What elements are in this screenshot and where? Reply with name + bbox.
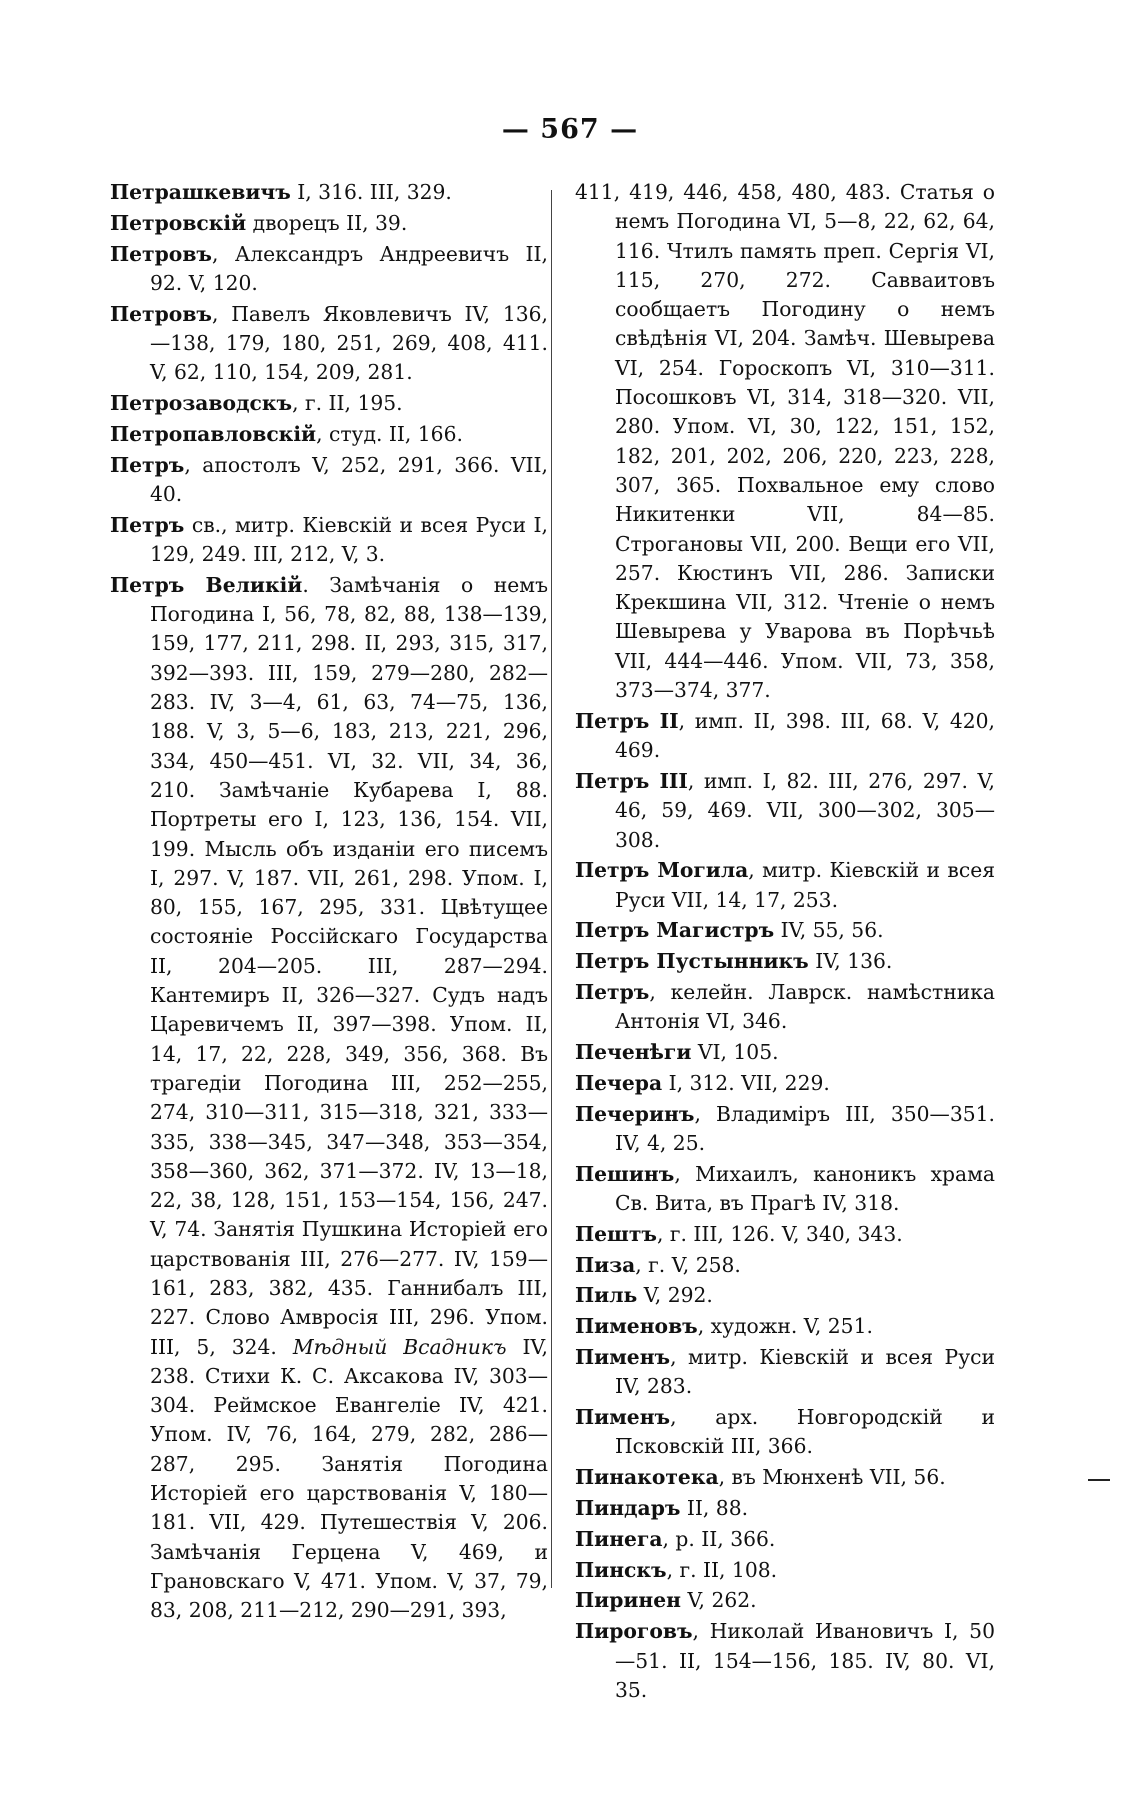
index-entry: [575, 1463, 995, 1492]
index-entry-continuation: [575, 178, 995, 705]
entry-headword: Пиринен: [575, 1588, 682, 1613]
entry-headword: Пименъ: [575, 1345, 671, 1370]
entry-references: , Владиміръ III, 350—351. IV, 4, 25.: [615, 1101, 995, 1155]
index-entry: [575, 1160, 995, 1219]
entry-references: , Николай Ивановичъ I, 50—51. II, 154—156, 185. IV, 80. VI, 35.: [615, 1619, 995, 1702]
index-entry: [575, 1251, 995, 1280]
entry-headword: Пименовъ: [575, 1314, 698, 1339]
entry-references: I, 316. III, 329.: [290, 180, 452, 204]
margin-dash: [1088, 1479, 1110, 1481]
entry-references: , р. II, 366.: [662, 1526, 776, 1551]
index-entry: [575, 856, 995, 915]
index-entry: [575, 1281, 995, 1310]
index-entry: [110, 571, 548, 1626]
entry-headword: Пештъ: [575, 1221, 657, 1246]
index-entry: [575, 1038, 995, 1067]
index-entry: [110, 240, 548, 299]
entry-headword: Петровъ: [110, 241, 212, 266]
entry-references: , келейн. Лаврск. намѣстника Антонія VI, 346.: [615, 980, 995, 1034]
index-entry: [575, 947, 995, 976]
entry-references: . Замѣчанія о немъ Погодина I, 56, 78, 82, 88, 138—139, 159, 177, 211, 298. II, 293, 315, 317, 392—393. III, 159, 279—280, 282—283. IV, 3—4, 61, 63, 74—75, 136, 188. V, 3, 5—6, 183, 213, 221, 296, 334, 450—451. VI, 32. VII, 34, 36, 210. Замѣчаніе Кубарева I, 88. Портреты его I, 123, 136, 154. VII, 199. Мысль объ изданіи его писемъ I, 297. V, 187. VII, 261, 298. Упом. I, 80, 155, 167, 295, 331. Цвѣтущее состояніе Россійскаго Государства II, 204—205. III, 287—294. Кантемиръ II, 326—327. Судъ надъ Царевичемъ II, 397—398. Упом. II, 14, 17, 22, 228, 349, 356, 368. Въ трагедіи Погодина III, 252—255, 274, 310—311, 315—318, 321, 333—335, 338—345, 347—348, 353—354, 358—360, 362, 371—372. IV, 13—18, 22, 38, 128, 151, 153—154, 156, 247. V, 74. Занятія Пушкина Исторіей его царствованія III, 276—277. IV, 159—161, 283, 382, 435. Ганнибалъ III, 227. Слово Амвросія III, 296. Упом. III, 5, 324.: [150, 572, 548, 1359]
entry-references: , г. III, 126. V, 340, 343.: [656, 1221, 903, 1246]
entry-references: , имп. II, 398. III, 68. V, 420, 469.: [615, 708, 995, 763]
entry-headword: Петръ Великій: [110, 572, 303, 597]
right-column: [575, 178, 995, 1705]
index-entry: [575, 1343, 995, 1402]
entry-references: V, 292.: [637, 1283, 713, 1308]
index-entry: [575, 1312, 995, 1341]
entry-headword: Петръ: [110, 512, 185, 537]
index-entry: [575, 1556, 995, 1585]
index-entry: [110, 389, 548, 418]
entry-headword: Петръ Могила: [575, 858, 749, 883]
entry-references: V, 262.: [681, 1588, 757, 1613]
entry-headword: Петропавловскій: [110, 421, 317, 446]
index-entry: [110, 451, 548, 510]
entry-references: , г. II, 108.: [666, 1557, 778, 1582]
entry-references: VI, 105.: [691, 1040, 779, 1065]
entry-references: I, 312. VII, 229.: [662, 1070, 830, 1095]
index-entry: [110, 178, 548, 207]
entry-headword: Петръ: [110, 452, 185, 477]
index-entry: [575, 1069, 995, 1098]
entry-headword: Петръ Магистръ: [575, 918, 775, 943]
entry-references: II, 88.: [680, 1496, 749, 1521]
index-entry: [575, 916, 995, 945]
index-entry: [575, 1586, 995, 1615]
entry-headword: Петръ II: [575, 708, 679, 733]
index-entry: [575, 1494, 995, 1523]
index-entry: [110, 300, 548, 388]
entry-references: , митр. Кіевскій и всея Руси IV, 283.: [615, 1345, 995, 1399]
entry-references: , Михаилъ, каноникъ храма Св. Вита, въ Прагѣ IV, 318.: [615, 1161, 995, 1216]
entry-references: , студ. II, 166.: [316, 421, 463, 446]
index-entry: [575, 767, 995, 855]
entry-references: , арх. Новгородскій и Псковскій III, 366.: [615, 1405, 995, 1459]
index-entry: [110, 511, 548, 570]
entry-headword: Петръ: [575, 980, 650, 1005]
entry-references-continued: IV, 238. Стихи К. С. Аксакова IV, 303—304. Реймское Евангеліе IV, 421. Упом. IV, 76, 164, 279, 282, 286—287, 295. Занятія Погодина Исторіей его царствованія V, 180—181. VII, 429. Путешествія V, 206. Замѣчанія Герцена V, 469, и Грановскаго V, 471. Упом. V, 37, 79, 83, 208, 211—212, 290—291, 393,: [150, 1334, 549, 1623]
entry-references: , г. II, 195.: [292, 391, 403, 416]
entry-headword: Петрашкевичъ: [110, 180, 291, 204]
entry-headword: Печенѣги: [575, 1040, 692, 1065]
index-entry: [575, 1220, 995, 1249]
index-entry: [575, 1100, 995, 1159]
entry-references: IV, 136.: [808, 949, 893, 974]
index-entry: [575, 1403, 995, 1462]
entry-headword: Пинскъ: [575, 1557, 667, 1582]
entry-headword: Пиль: [575, 1283, 638, 1308]
entry-headword: Петрозаводскъ: [110, 391, 293, 416]
index-entry: [575, 1525, 995, 1554]
entry-references: , въ Мюнхенѣ VII, 56.: [718, 1465, 946, 1490]
entry-headword: Петръ III: [575, 768, 688, 793]
index-entry: [575, 707, 995, 766]
entry-references: , г. V, 258.: [635, 1252, 741, 1277]
entry-italic-title: Мѣдный Всадникъ: [276, 1334, 507, 1359]
entry-references: , Александръ Андреевичъ II, 92. V, 120.: [150, 241, 548, 295]
entry-references: , Павелъ Яковлевичъ IV, 136, —138, 179, 180, 251, 269, 408, 411. V, 62, 110, 154, 209, 281.: [150, 301, 548, 385]
index-entry: [575, 978, 995, 1037]
entry-references: дворецъ II, 39.: [246, 210, 408, 235]
entry-headword: Петровъ: [110, 301, 212, 326]
entry-headword: Петровскій: [110, 210, 247, 235]
entry-references: IV, 55, 56.: [774, 918, 884, 943]
entry-references: , имп. I, 82. III, 276, 297. V, 46, 59, 469. VII, 300—302, 305—308.: [615, 768, 996, 852]
entry-headword: Пинакотека: [575, 1465, 719, 1490]
index-entry: [110, 420, 548, 449]
entry-references: св., митр. Кіевскій и всея Руси I, 129, 249. III, 212, V, 3.: [150, 512, 548, 567]
index-entry: [575, 1617, 995, 1705]
page-number: — 567 —: [501, 114, 639, 145]
entry-headword: Пиндаръ: [575, 1496, 681, 1521]
entry-references: , художн. V, 251.: [697, 1314, 873, 1339]
entry-references: 411, 419, 446, 458, 480, 483. Статья о немъ Погодина VI, 5—8, 22, 62, 64, 116. Чтилъ память преп. Сергія VI, 115, 270, 272. Савваитовъ сообщаетъ Погодину о немъ свѣдѣнія VI, 204. Замѣч. Шевырева VI, 254. Гороскопъ VI, 310—311. Посошковъ VI, 314, 318—320. VII, 280. Упом. VI, 30, 122, 151, 152, 182, 201, 202, 206, 220, 223, 228, 307, 365. Похвальное ему слово Никитенки VII, 84—85. Строгановы VII, 200. Вещи его VII, 257. Кюстинъ VII, 286. Записки Крекшина VII, 312. Чтеніе о немъ Шевырева у Уварова въ Порѣчьѣ VII, 444—446. Упом. VII, 73, 358, 373—374, 377.: [575, 180, 995, 703]
entry-references: , митр. Кіевскій и всея Руси VII, 14, 17, 253.: [615, 858, 995, 912]
entry-headword: Печеринъ: [575, 1101, 695, 1126]
entry-headword: Пироговъ: [575, 1619, 693, 1644]
index-entry: [110, 209, 548, 238]
entry-headword: Петръ Пустынникъ: [575, 949, 809, 974]
entry-references: , апостолъ V, 252, 291, 366. VII, 40.: [150, 452, 548, 506]
entry-headword: Пешинъ: [575, 1161, 675, 1186]
entry-headword: Пименъ: [575, 1405, 671, 1430]
entry-headword: Пиза: [575, 1252, 636, 1277]
entry-headword: Печера: [575, 1070, 663, 1095]
left-column: [110, 178, 548, 1626]
entry-headword: Пинега: [575, 1526, 663, 1551]
column-divider: [551, 190, 552, 1588]
